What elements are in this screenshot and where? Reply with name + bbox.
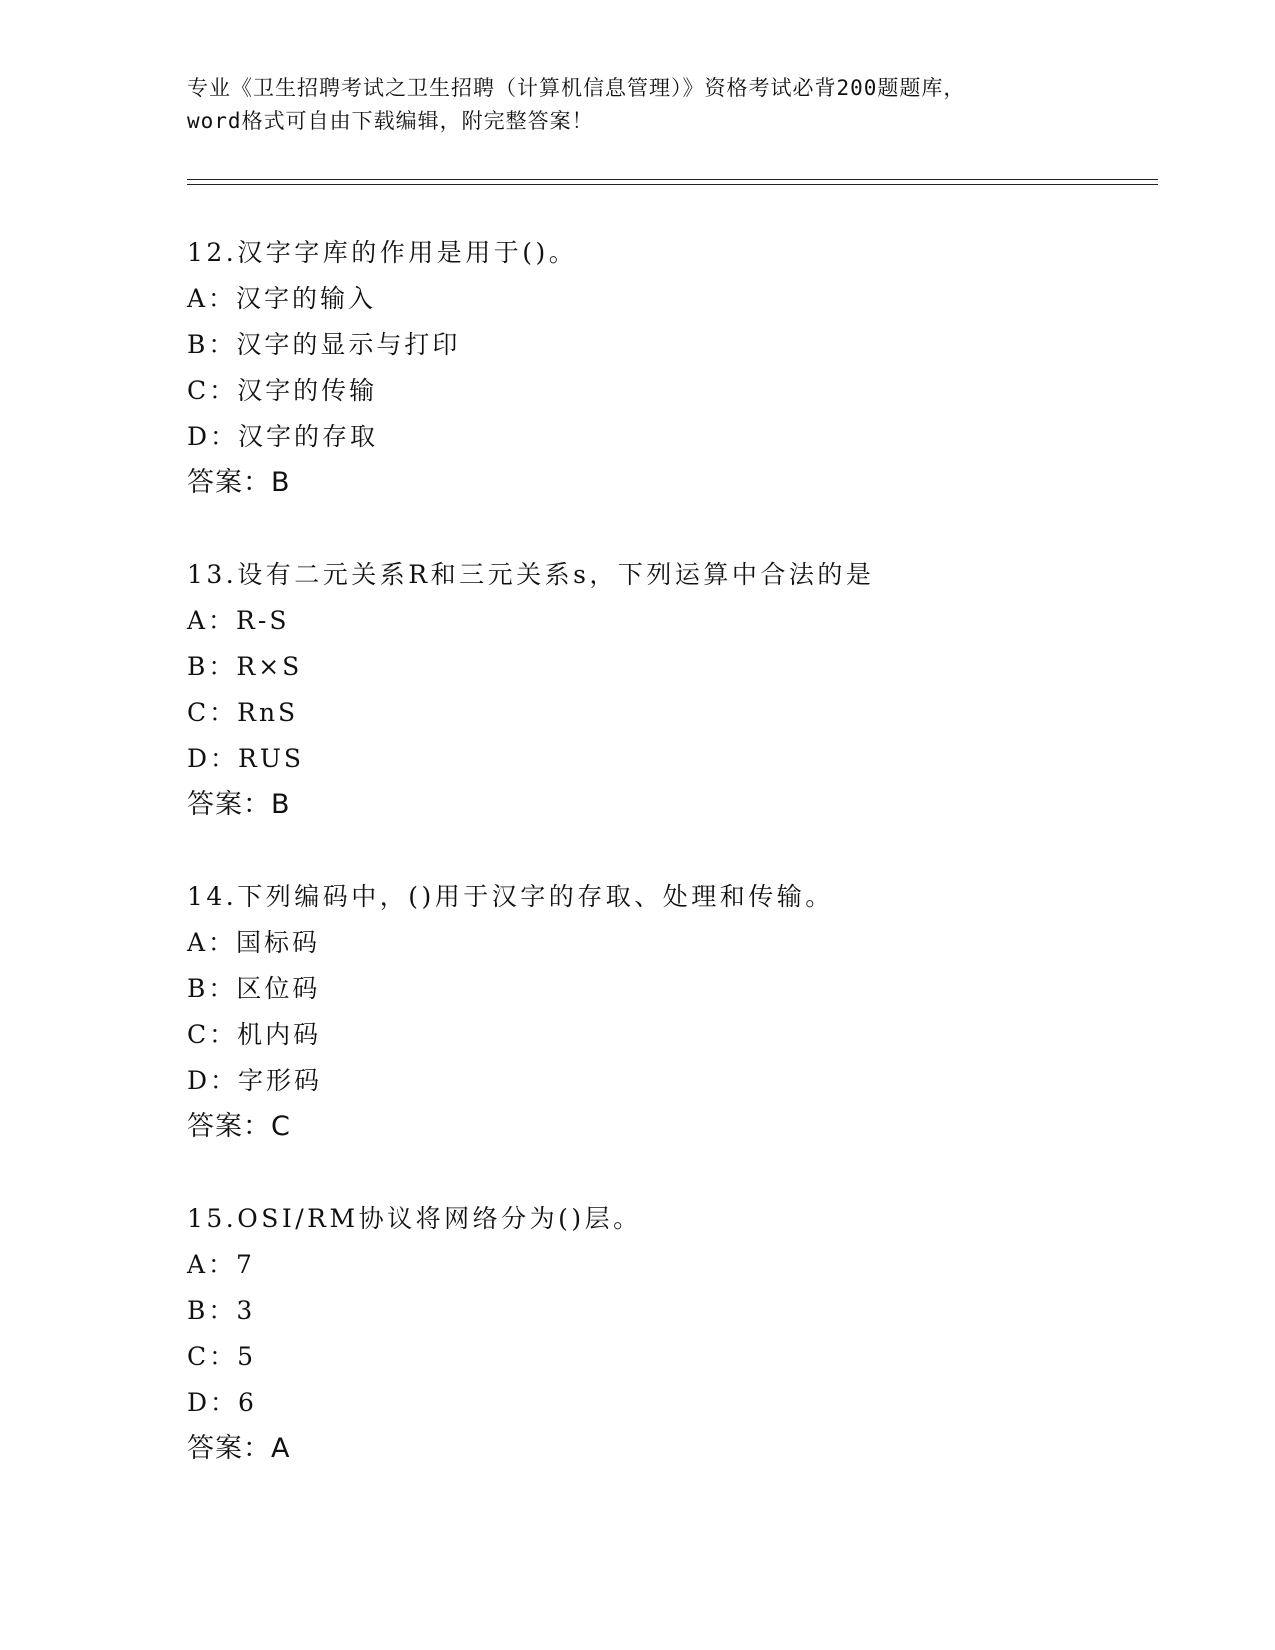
option-c: C：RnS	[187, 698, 299, 727]
option-d: D：字形码	[187, 1066, 323, 1095]
question-13	[187, 552, 1167, 828]
option-b: B：3	[187, 1296, 256, 1325]
header-divider-top	[187, 179, 1158, 180]
question-stem: 14.下列编码中，()用于汉字的存取、处理和传输。	[187, 882, 834, 911]
option-b: B：R×S	[187, 652, 303, 681]
question-stem: 12.汉字字库的作用是用于()。	[187, 238, 578, 267]
answer-line: 答案：B	[187, 467, 291, 498]
option-a: A：汉字的输入	[187, 284, 377, 313]
header-line-2: word格式可自由下载编辑，附完整答案！	[187, 109, 594, 133]
option-d: D：汉字的存取	[187, 422, 379, 451]
question-12	[187, 230, 1167, 506]
option-c: C：汉字的传输	[187, 376, 378, 405]
question-stem: 13.设有二元关系R和三元关系s，下列运算中合法的是	[187, 560, 875, 589]
option-b: B：区位码	[187, 974, 321, 1003]
answer-line: 答案：A	[187, 1433, 291, 1464]
answer-line: 答案：B	[187, 789, 291, 820]
option-c: C：机内码	[187, 1020, 322, 1049]
option-c: C：5	[187, 1342, 257, 1371]
question-stem: 15.OSI/RM协议将网络分为()层。	[187, 1204, 642, 1233]
question-15	[187, 1196, 1167, 1472]
option-d: D：6	[187, 1388, 257, 1417]
header-divider-bottom	[187, 184, 1158, 185]
option-b: B：汉字的显示与打印	[187, 330, 461, 359]
question-14	[187, 874, 1167, 1150]
answer-line: 答案：C	[187, 1111, 291, 1142]
option-d: D：RUS	[187, 744, 305, 773]
document-header	[187, 72, 1087, 138]
header-line-1: 专业《卫生招聘考试之卫生招聘（计算机信息管理）》资格考试必背200题题库，	[187, 76, 966, 100]
option-a: A：R-S	[187, 606, 290, 635]
option-a: A：国标码	[187, 928, 321, 957]
option-a: A：7	[187, 1250, 255, 1279]
